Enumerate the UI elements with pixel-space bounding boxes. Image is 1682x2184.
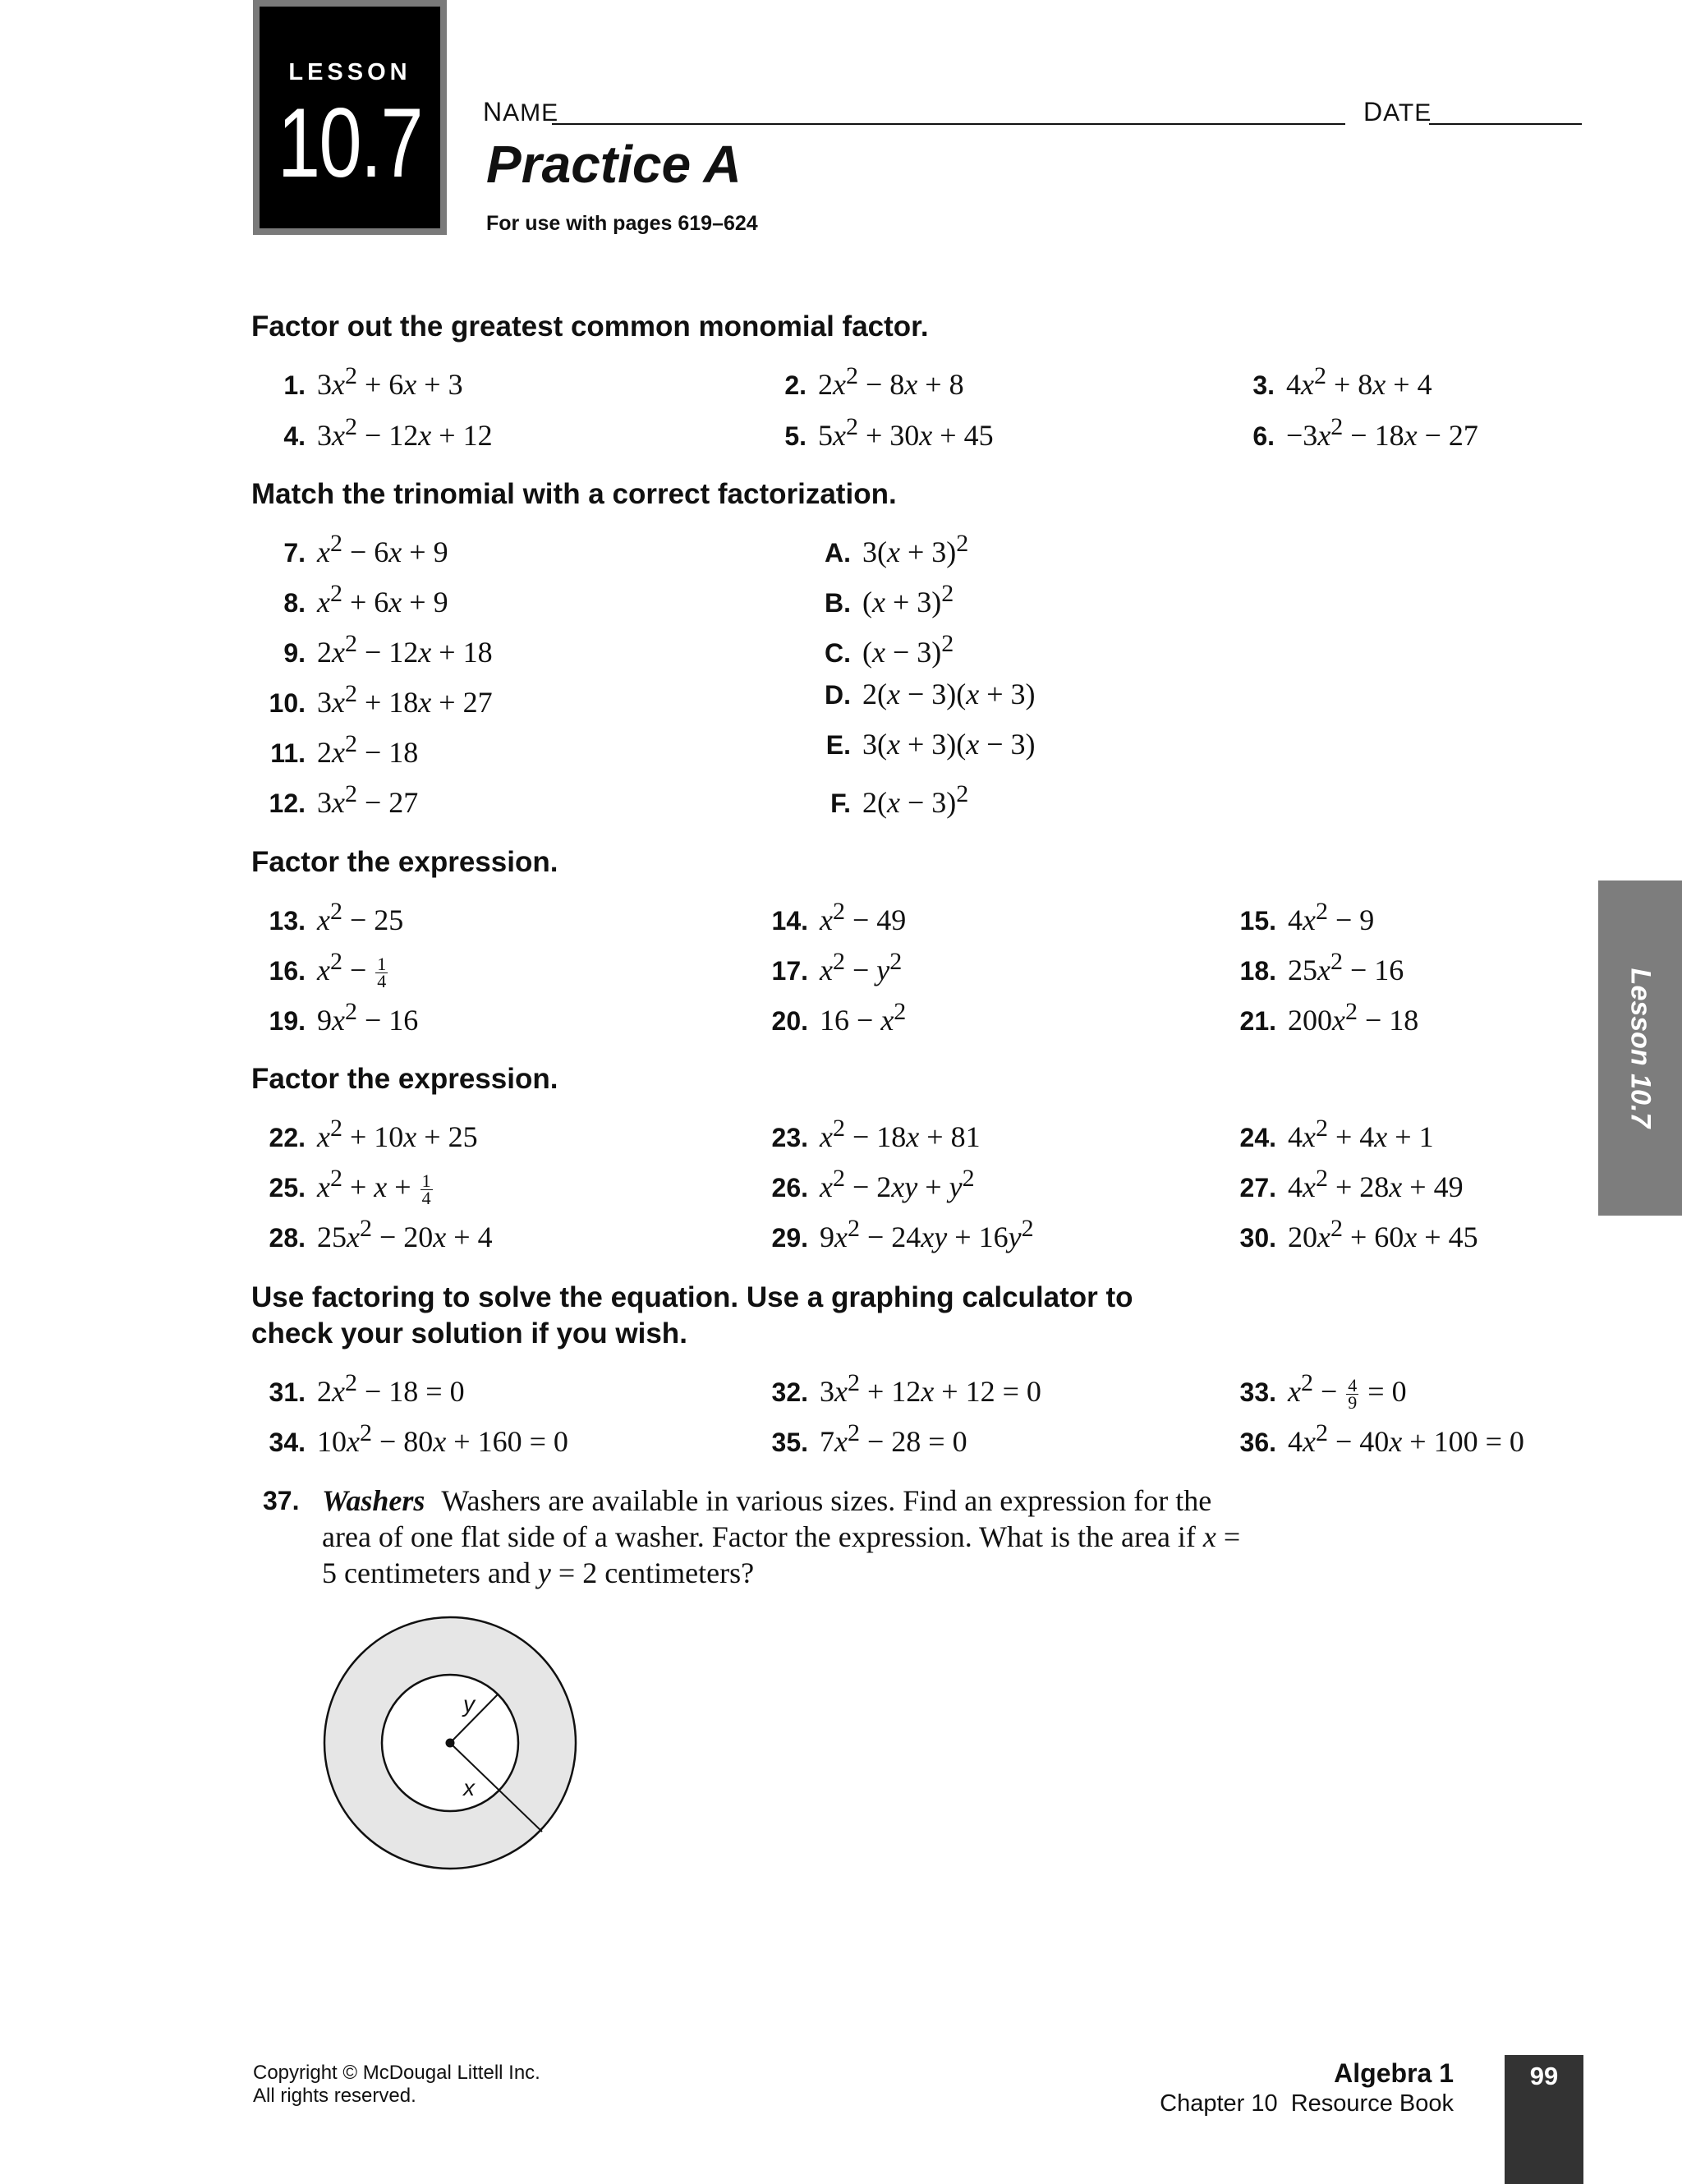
section-1-heading: Factor out the greatest common monomial factor.	[251, 310, 929, 343]
problem-expression: $4x^2 + 28x + 49$	[1288, 1165, 1464, 1203]
problem-item	[754, 1211, 1034, 1256]
problem-expression: $200x^2 - 18$	[1288, 998, 1419, 1037]
trinomial-item	[251, 526, 448, 571]
problem-expression: $3(x + 3)^2$	[862, 530, 969, 568]
trinomial-item	[251, 776, 418, 821]
problem-number: 27.	[1239, 1173, 1276, 1202]
problem-number: 30.	[1239, 1223, 1276, 1253]
problem-number: 22.	[269, 1123, 306, 1152]
section-2-heading: Match the trinomial with a correct factorization.	[251, 478, 897, 510]
problem-number: 13.	[269, 906, 306, 936]
problem-item	[754, 994, 906, 1039]
problem-number: 29.	[771, 1223, 808, 1253]
problem-number: E.	[825, 730, 851, 760]
problem-item	[754, 1110, 981, 1156]
problem-expression: $x^2 - 25$	[317, 898, 404, 936]
problem-item	[251, 1161, 434, 1207]
washer-diagram	[320, 1610, 583, 1873]
problem-item	[762, 358, 964, 403]
page-number-box	[1505, 2055, 1583, 2184]
problem-expression: 2(x − 3)(x + 3)	[862, 678, 1036, 710]
problem-item	[1222, 1211, 1478, 1256]
name-label: NAME	[483, 97, 559, 126]
problem-item	[1222, 1161, 1464, 1206]
problem-expression: $16 - x^2$	[820, 998, 907, 1037]
problem-number: 1.	[283, 370, 306, 400]
page-title: Practice A	[486, 135, 742, 194]
problem-expression: $9x^2 - 24xy + 16y^2$	[820, 1215, 1034, 1253]
problem-number: 9.	[283, 638, 306, 668]
section-5-heading	[251, 1280, 1133, 1352]
problem-item	[251, 1110, 478, 1156]
problem-number: 2.	[784, 370, 807, 400]
problem-item	[251, 994, 418, 1039]
problem-item	[1230, 358, 1432, 403]
problem-number: 15.	[1239, 906, 1276, 936]
problem-number: 28.	[269, 1223, 306, 1253]
factorization-choice	[813, 726, 1036, 763]
problem-number: 25.	[269, 1173, 306, 1202]
problem-expression: $25x^2 - 20x + 4$	[317, 1215, 493, 1253]
date-label: DATE	[1363, 97, 1432, 126]
problem-expression: $x^2 - 18x + 81$	[820, 1115, 981, 1153]
problem-expression: $3x^2 + 12x + 12 = 0$	[820, 1369, 1041, 1408]
date-field-line[interactable]	[1429, 123, 1582, 125]
problem-expression: $3x^2 - 27$	[317, 780, 419, 819]
problem-number: A.	[825, 538, 851, 568]
factorization-choice	[813, 626, 954, 671]
trinomial-item	[251, 726, 418, 771]
section-5-heading-line-2: check your solution if you wish.	[251, 1317, 687, 1349]
problem-expression: $9x^2 - 16$	[317, 998, 419, 1037]
problem-expression: $2x^2 - 8x + 8$	[818, 362, 964, 401]
problem-expression: $7x^2 - 28 = 0$	[820, 1419, 967, 1458]
problem-item	[1222, 1365, 1407, 1414]
problem-number: 8.	[283, 588, 306, 618]
problem-expression: $-3x^2 - 18x - 27$	[1286, 413, 1478, 452]
problem-number: 21.	[1239, 1006, 1276, 1036]
copyright	[253, 2062, 540, 2108]
problem-number: 11.	[270, 738, 306, 768]
trinomial-item	[251, 576, 448, 621]
problem-number: 3.	[1252, 370, 1275, 400]
problem-expression: $x^2 - y^2$	[820, 948, 903, 986]
problem-number: F.	[830, 789, 851, 818]
problem-expression: $4x^2 - 9$	[1288, 898, 1375, 936]
problem-item	[1230, 409, 1478, 454]
problem-number: C.	[825, 638, 851, 668]
problem-number: 19.	[269, 1006, 306, 1036]
lesson-number: 10.7	[278, 88, 422, 198]
problem-item	[762, 409, 994, 454]
problem-expression: $x^2$ − $\frac{4}{9}$ = 0	[1288, 1369, 1407, 1414]
problem-number: 24.	[1239, 1123, 1276, 1152]
lesson-badge	[253, 0, 447, 235]
problem-expression: $2(x - 3)^2$	[862, 780, 969, 819]
page-number: 99	[1529, 2062, 1559, 2090]
problem-number: D.	[825, 680, 851, 710]
problem-expression: $4x^2 + 4x + 1$	[1288, 1115, 1434, 1153]
problem-number: 31.	[269, 1377, 306, 1407]
word-problem-text	[322, 1483, 1242, 1591]
copyright-line-1: Copyright © McDougal Littell Inc.	[253, 2062, 540, 2084]
problem-number: 26.	[771, 1173, 808, 1202]
word-problem-body: Washers are available in various sizes. Find an expression for the area of one flat side of a washer. Factor the expression. What is the area if x = 5 centimeters and y = 2 centimeters?	[322, 1484, 1241, 1589]
problem-number: 12.	[269, 789, 306, 818]
problem-expression: $4x^2 - 40x + 100 = 0$	[1288, 1419, 1524, 1458]
inner-radius-label: y	[463, 1691, 475, 1717]
problem-number: 23.	[771, 1123, 808, 1152]
pages-note: For use with pages 619–624	[486, 212, 758, 235]
problem-expression: $x^2 + 10x + 25$	[317, 1115, 478, 1153]
problem-number: 32.	[771, 1377, 808, 1407]
problem-expression: $20x^2 + 60x + 45$	[1288, 1215, 1478, 1253]
problem-number: 5.	[784, 421, 807, 451]
problem-number: 17.	[771, 956, 808, 986]
factorization-choice	[813, 776, 968, 821]
copyright-line-2: All rights reserved.	[253, 2085, 416, 2107]
problem-item	[251, 944, 389, 990]
problem-item	[1222, 894, 1374, 939]
outer-radius-label: x	[463, 1775, 475, 1800]
problem-item	[754, 1161, 975, 1206]
section-5-heading-line-1: Use factoring to solve the equation. Use a graphing calculator to	[251, 1281, 1133, 1313]
problem-expression: $3x^2 + 6x + 3$	[317, 362, 463, 401]
problem-number: 7.	[283, 538, 306, 568]
book-subtitle: Chapter 10 Resource Book	[1160, 2090, 1454, 2117]
problem-item	[1222, 1415, 1524, 1460]
problem-expression: $(x + 3)^2$	[862, 580, 954, 618]
problem-expression: $x^2 + 6x + 9$	[317, 580, 448, 618]
problem-expression: $25x^2 - 16$	[1288, 948, 1404, 986]
problem-item	[251, 1211, 493, 1256]
problem-number: 35.	[771, 1428, 808, 1457]
problem-item	[261, 409, 493, 454]
problem-expression: $x^2 - 6x + 9$	[317, 530, 448, 568]
factorization-choice	[813, 676, 1036, 713]
problem-expression: $x^2 + x$ + $\frac{1}{4}$	[317, 1165, 431, 1209]
name-field-line[interactable]	[552, 123, 1345, 125]
problem-item	[754, 1415, 967, 1460]
problem-number: 34.	[269, 1428, 306, 1457]
problem-item	[251, 1415, 568, 1460]
problem-number: 20.	[771, 1006, 808, 1036]
problem-number: 6.	[1252, 421, 1275, 451]
problem-item	[251, 1365, 465, 1410]
problem-expression: $4x^2 + 8x + 4$	[1286, 362, 1432, 401]
factorization-choice	[813, 526, 968, 571]
problem-expression: $x^2 - 49$	[820, 898, 907, 936]
problem-expression: $3x^2 + 18x + 27$	[317, 680, 493, 719]
word-problem-number: 37.	[263, 1486, 300, 1515]
book-title: Algebra 1	[1334, 2058, 1454, 2088]
problem-expression: $2x^2 - 12x + 18$	[317, 630, 493, 669]
problem-expression: $2x^2 - 18$	[317, 730, 419, 769]
problem-number: 14.	[771, 906, 808, 936]
problem-number: B.	[825, 588, 851, 618]
problem-expression: 3(x + 3)(x − 3)	[862, 728, 1036, 761]
lesson-word: LESSON	[288, 59, 411, 85]
problem-item	[754, 894, 906, 939]
trinomial-item	[251, 626, 493, 671]
problem-item	[754, 1365, 1041, 1410]
factorization-choice	[813, 576, 954, 621]
problem-expression: $10x^2 - 80x + 160 = 0$	[317, 1419, 568, 1458]
problem-number: 33.	[1239, 1377, 1276, 1407]
trinomial-item	[251, 676, 493, 721]
problem-expression: $5x^2 + 30x + 45$	[818, 413, 994, 452]
lesson-side-tab	[1598, 880, 1682, 1216]
problem-expression: $x^2$ − $\frac{1}{4}$	[317, 948, 387, 992]
side-tab-label: Lesson 10.7	[1625, 968, 1657, 1129]
problem-expression: $2x^2 - 18 = 0$	[317, 1369, 465, 1408]
problem-item	[1222, 1110, 1434, 1156]
problem-number: 36.	[1239, 1428, 1276, 1457]
word-problem-title: Washers	[322, 1484, 425, 1517]
problem-number: 16.	[269, 956, 306, 986]
problem-number: 18.	[1239, 956, 1276, 986]
problem-expression: $3x^2 - 12x + 12$	[317, 413, 493, 452]
problem-item	[261, 358, 463, 403]
problem-number: 10.	[269, 688, 306, 718]
problem-number: 4.	[283, 421, 306, 451]
problem-expression: $x^2 - 2xy + y^2$	[820, 1165, 975, 1203]
section-4-heading: Factor the expression.	[251, 1063, 558, 1095]
problem-item	[1222, 994, 1418, 1039]
washer-center-point	[446, 1739, 455, 1748]
problem-item	[251, 894, 403, 939]
problem-item	[754, 944, 902, 989]
section-3-heading: Factor the expression.	[251, 846, 558, 878]
problem-item	[1222, 944, 1404, 989]
problem-expression: $(x - 3)^2$	[862, 630, 954, 669]
